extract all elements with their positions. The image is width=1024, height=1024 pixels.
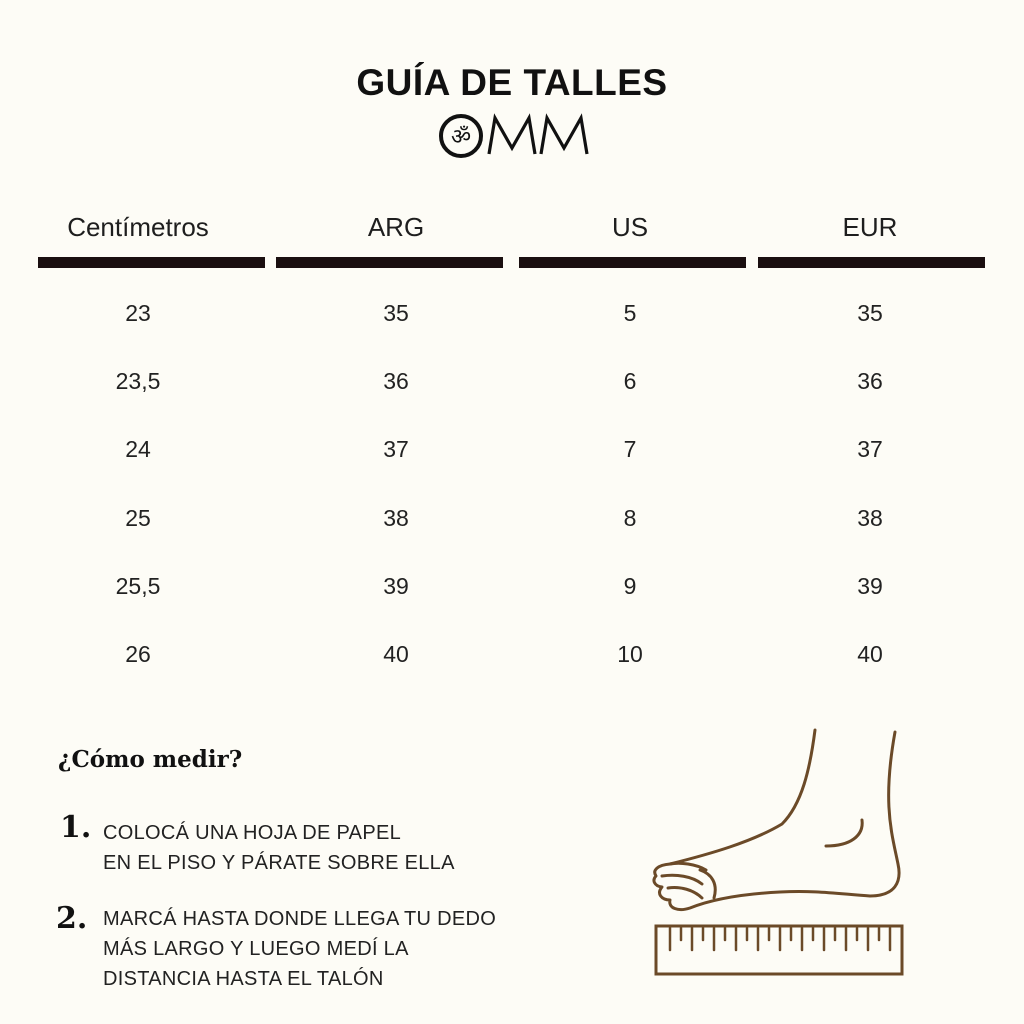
table-cell: 39: [857, 573, 883, 599]
table-cell: 35: [857, 300, 883, 326]
table-cell: 25: [125, 505, 151, 531]
table-cell: 7: [623, 436, 637, 462]
om-logo-icon: [437, 112, 597, 164]
table-cell: 6: [623, 368, 637, 394]
table-cell: 23: [125, 300, 151, 326]
table-cell: 26: [125, 641, 151, 667]
table-cell: 38: [857, 505, 883, 531]
table-cell: 5: [623, 300, 637, 326]
table-cell: 8: [623, 505, 637, 531]
step-number: 1.: [60, 810, 92, 845]
column-header: US: [611, 212, 649, 242]
column-header: EUR: [842, 212, 898, 242]
brand-logo: [437, 112, 597, 164]
table-cell: 9: [623, 573, 637, 599]
table-cell: 38: [383, 505, 409, 531]
step-text: EN EL PISO Y PÁRATE SOBRE ELLA: [103, 852, 455, 874]
foot-on-ruler-icon: [640, 724, 910, 984]
table-cell: 24: [125, 436, 151, 462]
header-underline-bar: [519, 257, 746, 268]
table-cell: 37: [383, 436, 409, 462]
step-text: COLOCÁ UNA HOJA DE PAPEL: [103, 822, 402, 844]
step-text: MARCÁ HASTA DONDE LLEGA TU DEDO: [103, 908, 497, 930]
step-text: MÁS LARGO Y LUEGO MEDÍ LA: [103, 938, 409, 960]
table-cell: 40: [383, 641, 409, 667]
header-underline-bar: [758, 257, 985, 268]
column-header: Centímetros: [67, 212, 209, 242]
column-header: ARG: [367, 212, 425, 242]
table-cell: 39: [383, 573, 409, 599]
step-number: 2.: [56, 901, 88, 936]
table-cell: 40: [857, 641, 883, 667]
header-underline-bar: [38, 257, 265, 268]
table-cell: 25,5: [115, 573, 161, 599]
step-text: DISTANCIA HASTA EL TALÓN: [103, 968, 384, 990]
page-title: GUÍA DE TALLES: [356, 62, 668, 103]
svg-text:ॐ: ॐ: [450, 125, 472, 150]
table-cell: 37: [857, 436, 883, 462]
header-underline-bar: [276, 257, 503, 268]
table-cell: 10: [617, 641, 643, 667]
table-cell: 36: [383, 368, 409, 394]
table-cell: 35: [383, 300, 409, 326]
table-cell: 23,5: [115, 368, 161, 394]
table-cell: 36: [857, 368, 883, 394]
foot-illustration: [640, 724, 910, 984]
howto-title: ¿Cómo medir?: [58, 746, 243, 773]
